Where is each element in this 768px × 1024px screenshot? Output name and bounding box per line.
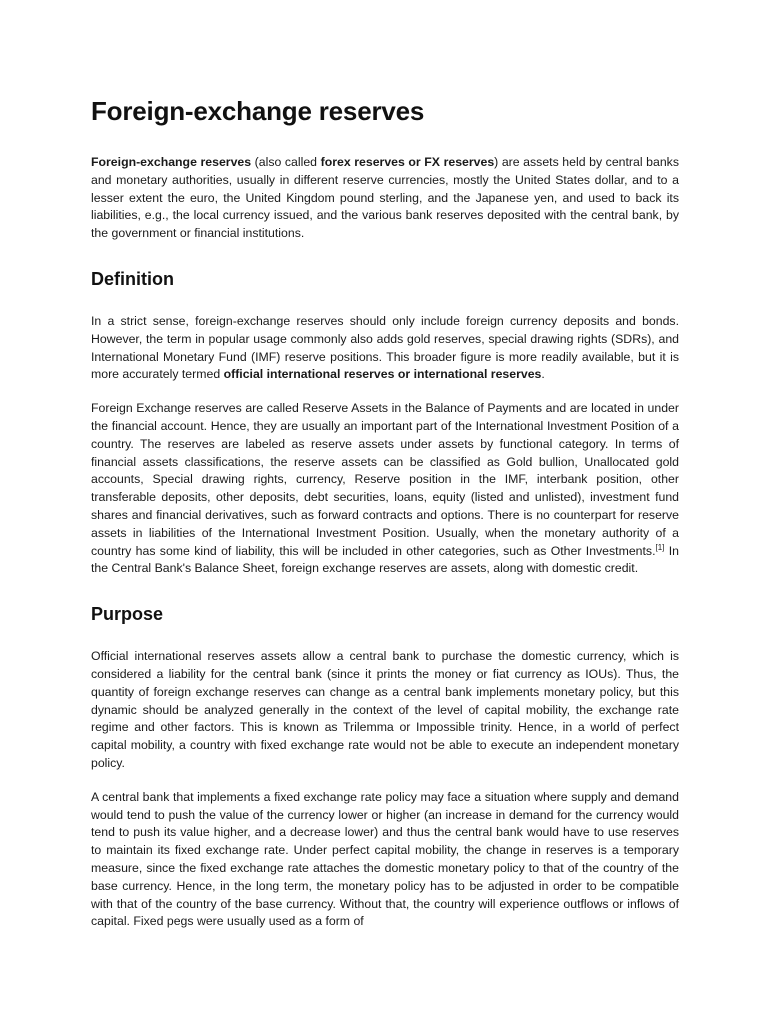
intro-aliases: forex reserves or FX reserves — [320, 155, 495, 169]
purpose-paragraph-2: A central bank that implements a fixed exchange rate policy may face a situation where supply and demand would tend to push the value of the currency lower or higher (an increase in demand for the currency would tend to push its value higher, and a decrease lower) and thus the central bank would have to use reserves to maintain its fixed exchange rate. Under perfect capital mobility, the change in reserves is a temporary measure, since the fixed exchange rate attaches the domestic monetary policy to that of the country of the base currency. Hence, in the long term, the monetary policy has to be adjusted in order to be compatible with that of the country of the base currency. Without that, the country will experience outflows or inflows of capital. Fixed pegs were usually used as a form of — [91, 789, 679, 929]
intro-paragraph — [91, 154, 679, 243]
definition-p1-end: . — [541, 367, 545, 382]
page-title: Foreign-exchange reserves — [91, 96, 425, 126]
intro-text-2: ) are assets held by central banks and monetary authorities, usually in different reserve currencies, mostly the United States dollar, and to a lesser extent the euro, the United Kingdom pound sterling, and the Japanese yen, and used to back its liabilities, e.g., the local currency issued, and the various bank reserves deposited with the central bank, by the government or financial institutions. — [91, 155, 679, 241]
footnote-reference[interactable]: [1] — [655, 542, 665, 552]
purpose-paragraph-1: Official international reserves assets allow a central bank to purchase the domestic currency, which is considered a liability for the central bank (since it prints the money or fiat currency as IOUs). Thus, the quantity of foreign exchange reserves can change as a central bank implements monetary policy, but this dynamic should be analyzed generally in the context of the level of capital mobility, the exchange rate regime and other factors. This is known as Trilemma or Impossible trinity. Hence, in a world of perfect capital mobility, a country with fixed exchange rate would not be able to execute an independent monetary policy. — [91, 649, 679, 770]
definition-heading: Definition — [91, 268, 174, 289]
intro-text-1: (also called — [251, 155, 321, 169]
definition-p2-text: Foreign Exchange reserves are called Reserve Assets in the Balance of Payments and are located in under the financial account. Hence, they are usually an important part of the International Investment Position of a country. The reserves are labeled as reserve assets under assets by functional category. In terms of financial assets classifications, the reserve assets can be classified as Gold bullion, Unallocated gold accounts, Special drawing rights, currency, Reserve position in the IMF, interbank position, other transferable deposits, other deposits, debt securities, loans, equity (listed and unlisted), investment fund shares and financial derivatives, such as forward contracts and options. There is no counterpart for reserve assets in liabilities of the International Investment Position. Usually, when the monetary authority of a country has some kind of liability, this will be included in other categories, such as Other Investments. — [91, 401, 679, 558]
intro-term: Foreign-exchange reserves — [91, 155, 252, 169]
definition-p1-text: In a strict sense, foreign-exchange reserves should only include foreign currency deposits and bonds. However, the term in popular usage commonly also adds gold reserves, special drawing rights (SDRs), and International Monetary Fund (IMF) reserve positions. This broader figure is more readily available, but it is more accurately termed — [91, 313, 679, 382]
definition-paragraph-2 — [91, 400, 679, 578]
purpose-heading: Purpose — [91, 604, 164, 625]
definition-p2-end: In the Central Bank's Balance Sheet, foreign exchange reserves are assets, along with domestic credit. — [91, 543, 679, 576]
definition-p1-bold: official international reserves or international reserves — [223, 367, 542, 382]
definition-paragraph-1 — [91, 313, 679, 384]
